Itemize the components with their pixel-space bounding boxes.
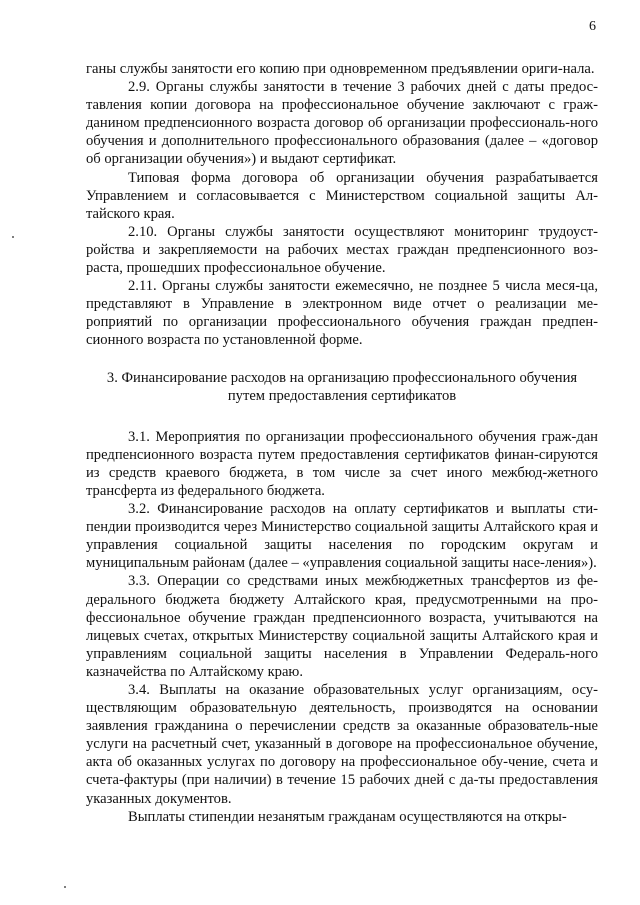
paragraph-contract-form: Типовая форма договора об организации обучения разрабатывается Управлением и согласовывается с Министерством социальной защиты Ал-тайского края. bbox=[86, 169, 598, 222]
paragraph-3-1: 3.1. Мероприятия по организации профессионального обучения граж-дан предпенсионного возраста путем предоставления сертификатов финан-сируются из средств краевого бюджета, в том числе за счет иного межбюд-жетного трансферта из федерального бюджета. bbox=[86, 428, 598, 499]
paragraph-2-10: 2.10. Органы службы занятости осуществляют мониторинг трудоуст-ройства и закрепляемости на рабочих местах граждан предпенсионного воз-раста, прошедших профессиональное обучение. bbox=[86, 223, 598, 277]
paragraph-stipend: Выплаты стипендии незанятым гражданам осуществляются на откры- bbox=[128, 808, 567, 825]
section-3-heading-line2: путем предоставления сертификатов bbox=[227, 387, 457, 404]
section-3-heading bbox=[86, 369, 598, 405]
page-body bbox=[86, 60, 598, 826]
paragraph-2-9: 2.9. Органы службы занятости в течение 3 рабочих дней с даты предос-тавления копии договора на профессиональное обучение заключают с граж-данином предпенсионного возраста договор об организации профессиональ-ного обучения и дополнительного профессионального образования (далее – «договор об организации обучения») и выдают сертификат. bbox=[86, 79, 598, 168]
scan-speck-bottom bbox=[64, 886, 66, 888]
scan-speck-top bbox=[12, 236, 14, 238]
paragraph-2-11: 2.11. Органы службы занятости ежемесячно, не позднее 5 числа меся-ца, представляют в Управление в электронном виде отчет о реализации ме-роприятий по организации профессионального обучения граждан предпен-сионного возраста по установленной форме. bbox=[86, 278, 598, 349]
paragraph-3-4: 3.4. Выплаты на оказание образовательных услуг организациям, осу-ществляющим образовательную деятельность, производятся на основании заявления гражданина о перечислении средств за оказанные образователь-ные услуги на расчетный счет, указанный в договоре на профессиональное обучение, акта об оказанных услугах по договору на профессиональное обу-чение, счета и счета-фактуры (при наличии) в течение 15 рабочих дней с да-ты предоставления указанных документов. bbox=[86, 682, 598, 807]
paragraph-3-3: 3.3. Операции со средствами иных межбюджетных трансфертов из фе-дерального бюджета бюджету Алтайского края, предусмотренными на про-фессиональное обучение граждан предпенсионного возраста, учитываются на лицевых счетах, открытых Министерству социальной защиты Алтайского края и управлениям социальной защиты населения в Управлении Федераль-ного казначейства по Алтайскому краю. bbox=[86, 573, 598, 680]
page-number: 6 bbox=[589, 19, 596, 34]
paragraph-continuation: ганы службы занятости его копию при одновременном предъявлении ориги-нала. bbox=[86, 61, 595, 77]
paragraph-3-2: 3.2. Финансирование расходов на оплату сертификатов и выплаты сти-пендии производится через Министерство социальной защиты Алтайского края и управления социальной защиты населения по городским округам и муниципальным районам (далее – «управления социальной защиты насе-ления»). bbox=[86, 501, 598, 572]
section-3-heading-line1: 3. Финансирование расходов на организацию профессионального обучения bbox=[106, 369, 578, 386]
